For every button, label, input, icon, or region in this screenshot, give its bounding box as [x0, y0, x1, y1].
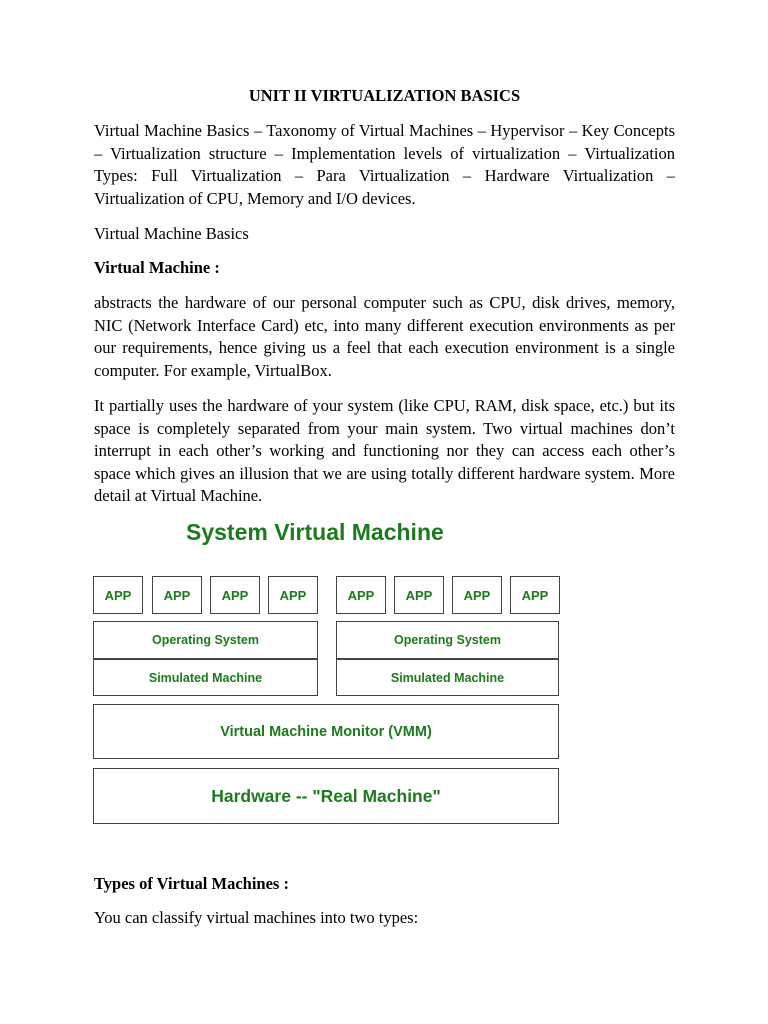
vm-paragraph-1: abstracts the hardware of our personal computer such as CPU, disk drives, memory, NIC (Network Interface Card) etc, into many different execution environments as per our requirements, hence giving us a feel that each execution environment is a single computer. For example, VirtualBox.: [94, 293, 675, 380]
app-box: APP: [93, 576, 143, 614]
hardware-box: Hardware -- "Real Machine": [93, 768, 559, 824]
vm-paragraph-2: It partially uses the hardware of your system (like CPU, RAM, disk space, etc.) but its space is completely separated from your main system. Two virtual machines don’t interrupt in each other’s working and functioning nor they can access each other’s space which gives an illusion that we are using totally different hardware system. More detail at Virtual Machine.: [94, 396, 675, 505]
app-box: APP: [268, 576, 318, 614]
app-box: APP: [452, 576, 502, 614]
vm-heading: Virtual Machine :: [94, 258, 220, 277]
simulated-machine-box-left: Simulated Machine: [93, 659, 318, 696]
app-box: APP: [510, 576, 560, 614]
syllabus-paragraph: Virtual Machine Basics – Taxonomy of Virtual Machines – Hypervisor – Key Concepts – Virtualization structure – Implementation levels of virtualization – Virtualization Types: Full Virtualization – Para Virtualization – Hardware Virtualization – Virtualization of CPU, Memory and I/O devices.: [94, 121, 675, 208]
diagram-title: System Virtual Machine: [186, 519, 444, 545]
operating-system-box-left: Operating System: [93, 621, 318, 659]
app-box: APP: [210, 576, 260, 614]
operating-system-box-right: Operating System: [336, 621, 559, 659]
section-label: Virtual Machine Basics: [94, 224, 249, 243]
app-box: APP: [394, 576, 444, 614]
page-title: UNIT II VIRTUALIZATION BASICS: [248, 86, 521, 105]
types-heading: Types of Virtual Machines :: [94, 874, 289, 893]
vmm-box: Virtual Machine Monitor (VMM): [93, 704, 559, 759]
simulated-machine-box-right: Simulated Machine: [336, 659, 559, 696]
app-box: APP: [152, 576, 202, 614]
app-box: APP: [336, 576, 386, 614]
types-intro: You can classify virtual machines into two types:: [94, 908, 419, 927]
